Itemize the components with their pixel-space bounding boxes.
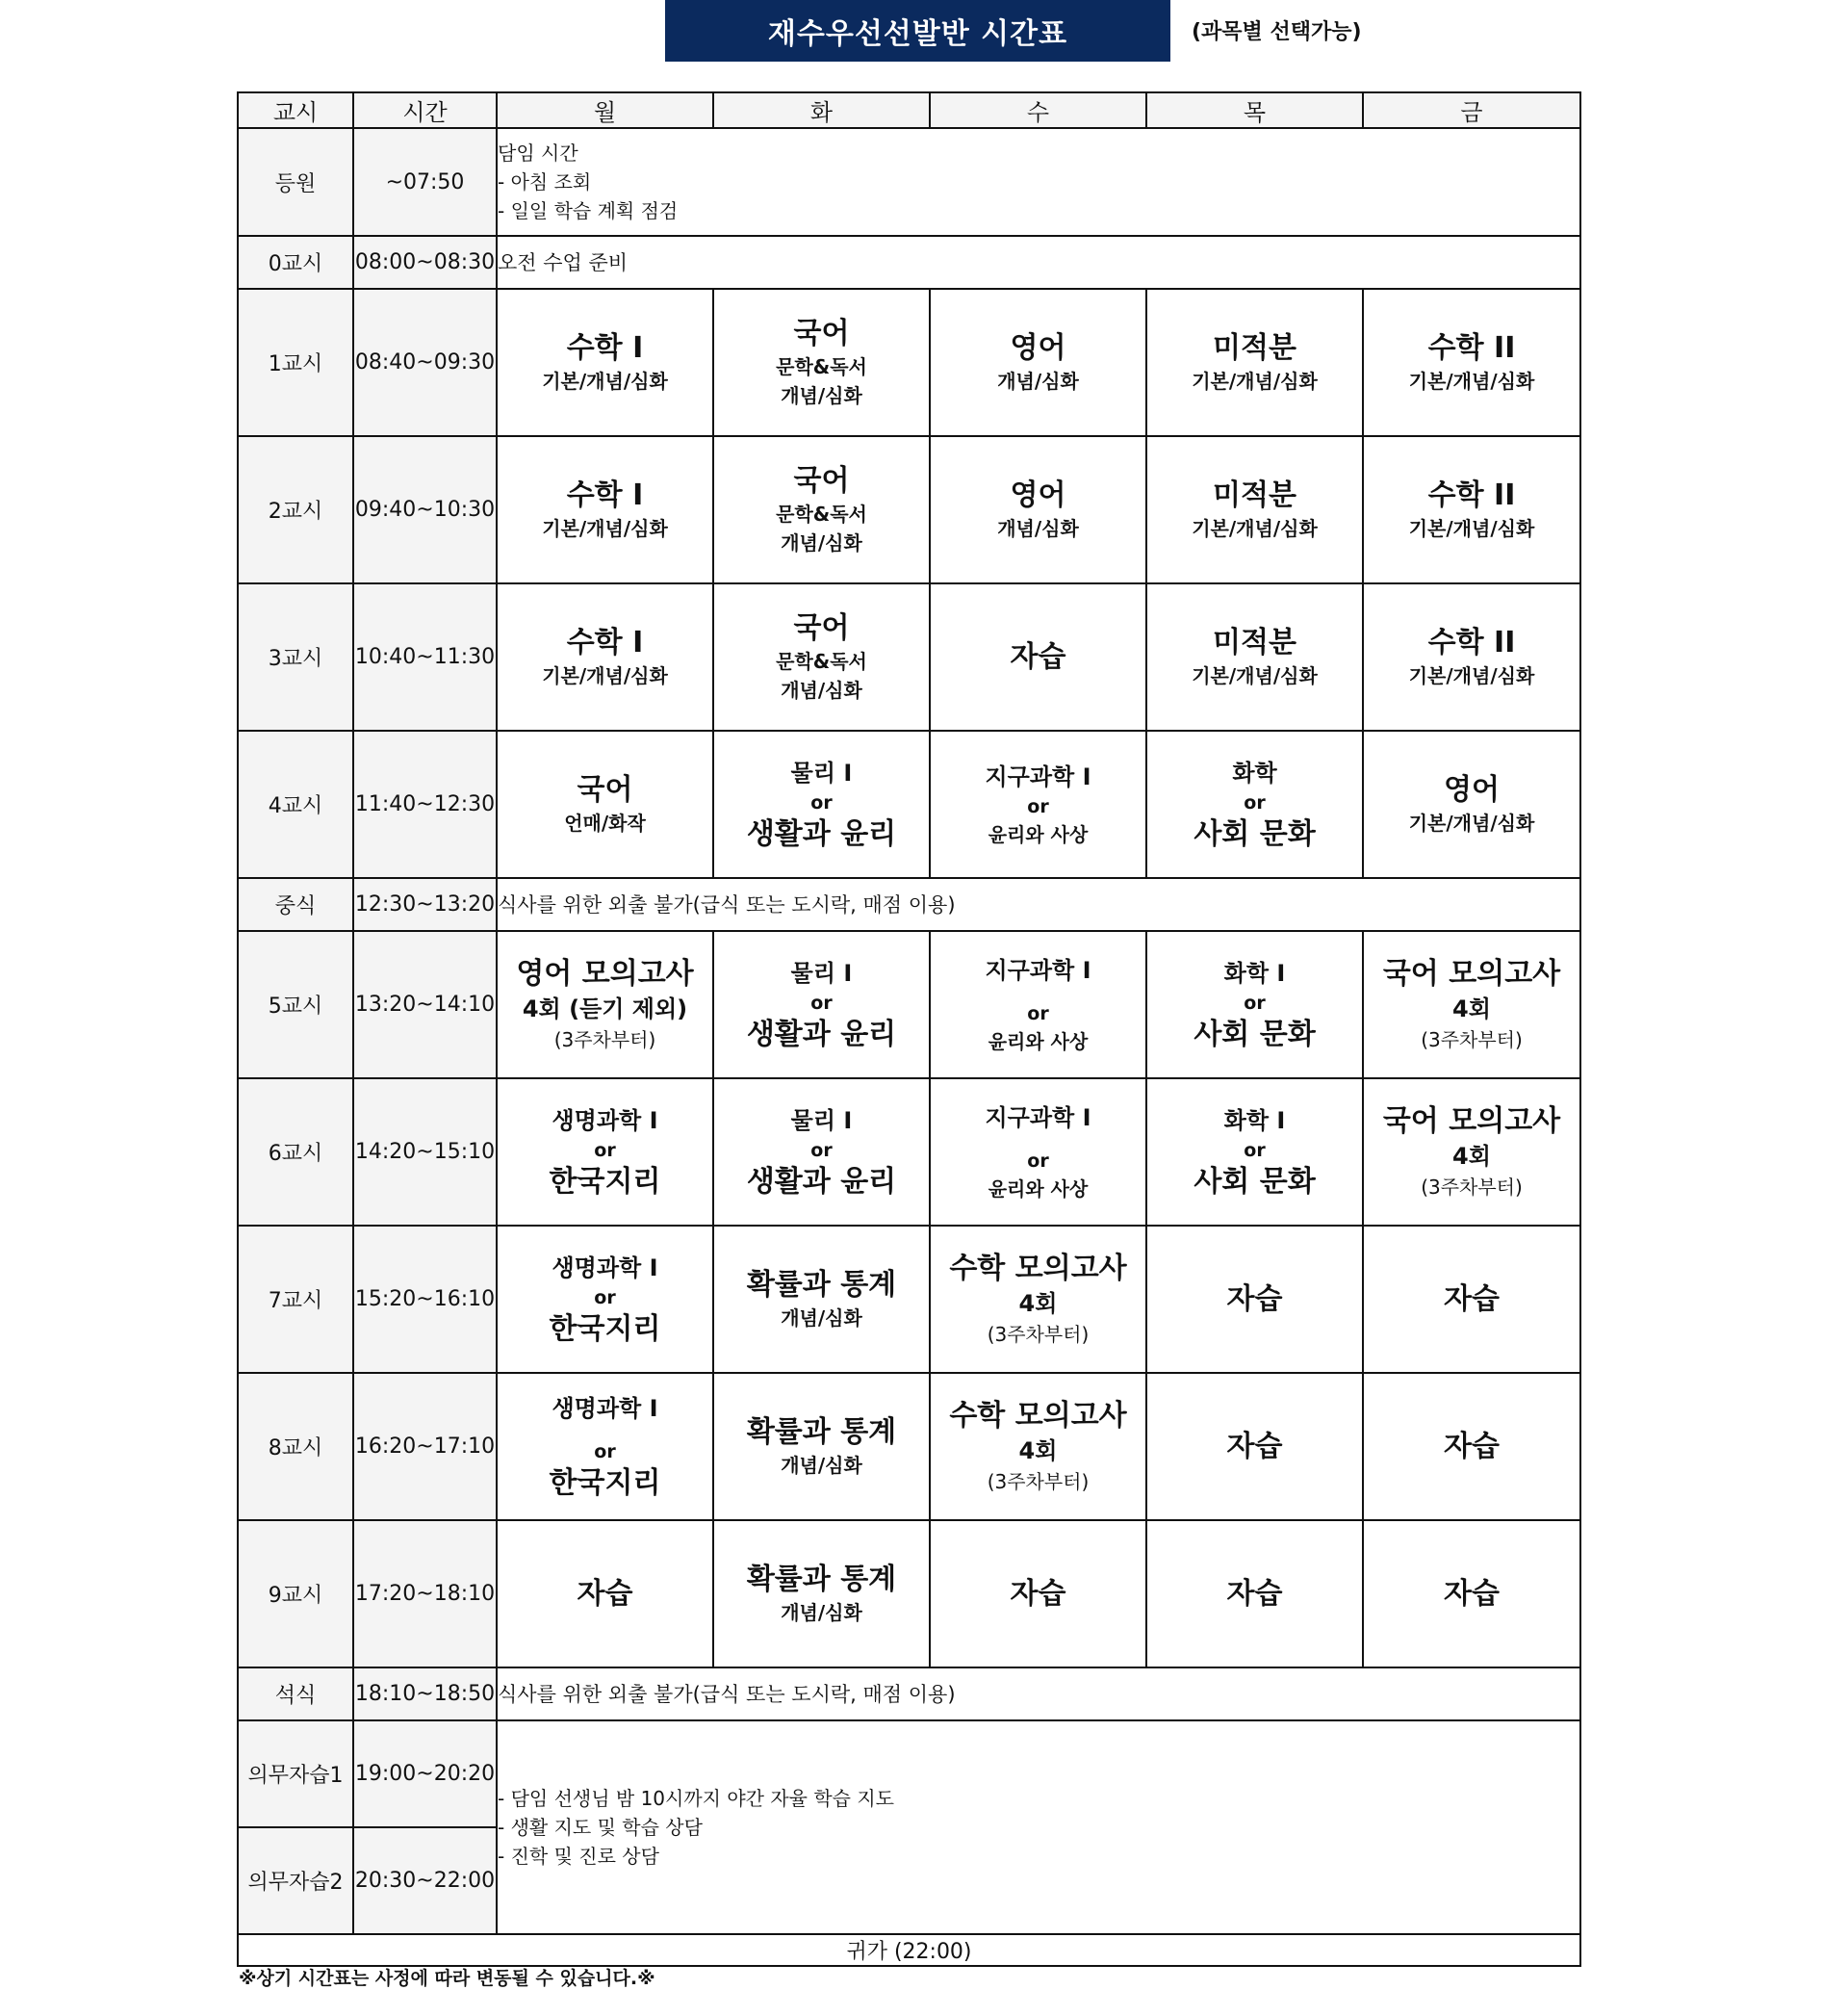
class-cell bbox=[930, 1078, 1146, 1226]
or-text: or bbox=[594, 1440, 616, 1462]
period-label: 의무자습1 bbox=[238, 1720, 353, 1827]
subject: 미적분 bbox=[1213, 478, 1296, 512]
row-period-4 bbox=[238, 731, 1580, 878]
subject: 물리 I bbox=[790, 759, 853, 787]
period-time: 18:10~18:50 bbox=[353, 1667, 497, 1720]
col-mon: 월 bbox=[497, 92, 713, 128]
subject: 영어 bbox=[1010, 330, 1066, 365]
subject: 지구과학 I bbox=[985, 956, 1091, 984]
col-fri: 금 bbox=[1363, 92, 1580, 128]
class-cell bbox=[1146, 931, 1363, 1078]
or-text: or bbox=[810, 791, 833, 814]
subject: 영어 모의고사 bbox=[516, 956, 694, 991]
exam-start: (3주차부터) bbox=[987, 1469, 1090, 1493]
subject: 물리 I bbox=[790, 959, 853, 987]
class-cell bbox=[713, 583, 930, 731]
period-time: 19:00~20:20 bbox=[353, 1720, 497, 1827]
class-cell bbox=[1363, 1226, 1580, 1373]
or-text: or bbox=[1027, 1150, 1049, 1172]
subject: 생명과학 I bbox=[552, 1394, 658, 1422]
class-cell bbox=[1146, 1520, 1363, 1667]
class-cell bbox=[713, 1078, 930, 1226]
subject: 수학 모의고사 bbox=[949, 1398, 1127, 1433]
level: 기본/개념/심화 bbox=[1408, 663, 1535, 687]
exam-start: (3주차부터) bbox=[987, 1322, 1090, 1346]
row-dinner bbox=[238, 1667, 1580, 1720]
period-time: 08:40~09:30 bbox=[353, 289, 497, 436]
subject: 미적분 bbox=[1213, 625, 1296, 659]
period-label: 석식 bbox=[238, 1667, 353, 1720]
period-label: 5교시 bbox=[238, 931, 353, 1078]
row-period-0 bbox=[238, 236, 1580, 289]
level: 기본/개념/심화 bbox=[1192, 663, 1318, 687]
subject-alt: 한국지리 bbox=[549, 1311, 661, 1346]
class-cell bbox=[1146, 1373, 1363, 1520]
class-cell bbox=[713, 931, 930, 1078]
subject-alt: 생활과 윤리 bbox=[746, 816, 897, 851]
subject: 국어 bbox=[793, 316, 850, 350]
arrival-notes bbox=[497, 128, 1580, 236]
disclaimer-note: ※상기 시간표는 사정에 따라 변동될 수 있습니다.※ bbox=[239, 1968, 655, 1989]
exam-start: (3주차부터) bbox=[1421, 1027, 1523, 1051]
subject: 확률과 통계 bbox=[746, 1562, 897, 1596]
exam-count: 4회 bbox=[1452, 995, 1491, 1022]
class-cell bbox=[713, 289, 930, 436]
class-cell bbox=[1363, 1520, 1580, 1667]
home-time: 귀가 (22:00) bbox=[238, 1934, 1580, 1966]
period-time: ~07:50 bbox=[353, 128, 497, 236]
class-cell bbox=[1363, 931, 1580, 1078]
class-cell bbox=[930, 931, 1146, 1078]
exam-start: (3주차부터) bbox=[553, 1027, 656, 1051]
dinner-text: 식사를 위한 외출 불가(급식 또는 도시락, 매점 이용) bbox=[497, 1667, 1580, 1720]
exam-count: 4회 (듣기 제외) bbox=[522, 995, 688, 1022]
period-time: 16:20~17:10 bbox=[353, 1373, 497, 1520]
class-cell bbox=[713, 1226, 930, 1373]
period-label: 6교시 bbox=[238, 1078, 353, 1226]
class-cell bbox=[1146, 583, 1363, 731]
class-cell bbox=[1363, 1373, 1580, 1520]
exam-start: (3주차부터) bbox=[1421, 1175, 1523, 1199]
subject: 수학 II bbox=[1427, 625, 1516, 659]
level: 기본/개념/심화 bbox=[542, 369, 668, 393]
subject: 국어 bbox=[577, 772, 633, 807]
period-label: 9교시 bbox=[238, 1520, 353, 1667]
level: 기본/개념/심화 bbox=[1408, 369, 1535, 393]
class-cell bbox=[930, 1226, 1146, 1373]
row-home bbox=[238, 1934, 1580, 1966]
period-label: 0교시 bbox=[238, 236, 353, 289]
period-time: 13:20~14:10 bbox=[353, 931, 497, 1078]
level: 개념/심화 bbox=[781, 530, 862, 555]
arrival-line: 담임 시간 bbox=[498, 142, 578, 165]
exam-count: 4회 bbox=[1018, 1289, 1058, 1317]
level: 개념/심화 bbox=[781, 1453, 862, 1477]
subject: 생명과학 I bbox=[552, 1106, 658, 1134]
subject-alt: 사회 문화 bbox=[1194, 1017, 1316, 1051]
row-period-2 bbox=[238, 436, 1580, 583]
period-time: 12:30~13:20 bbox=[353, 878, 497, 931]
class-cell bbox=[713, 436, 930, 583]
class-cell bbox=[930, 1520, 1146, 1667]
period-label: 의무자습2 bbox=[238, 1827, 353, 1934]
study-line: - 담임 선생님 밤 10시까지 야간 자율 학습 지도 bbox=[498, 1787, 894, 1810]
exam-count: 4회 bbox=[1452, 1142, 1491, 1170]
subject: 자습 bbox=[1010, 1576, 1066, 1611]
subject-alt: 윤리와 사상 bbox=[988, 1176, 1089, 1201]
subject-alt: 한국지리 bbox=[549, 1164, 661, 1199]
subject: 물리 I bbox=[790, 1106, 853, 1134]
class-cell bbox=[497, 436, 713, 583]
subject: 수학 I bbox=[566, 330, 644, 365]
page-subtitle: (과목별 선택가능) bbox=[1192, 20, 1362, 44]
class-cell bbox=[497, 1078, 713, 1226]
level: 기본/개념/심화 bbox=[1408, 516, 1535, 540]
level: 기본/개념/심화 bbox=[542, 516, 668, 540]
row-period-9 bbox=[238, 1520, 1580, 1667]
class-cell bbox=[930, 436, 1146, 583]
subject-alt: 윤리와 사상 bbox=[988, 822, 1089, 846]
class-cell bbox=[713, 1373, 930, 1520]
timetable bbox=[237, 91, 1581, 1967]
level: 개념/심화 bbox=[781, 1305, 862, 1330]
col-wed: 수 bbox=[930, 92, 1146, 128]
level: 기본/개념/심화 bbox=[1192, 516, 1318, 540]
subject-alt: 생활과 윤리 bbox=[746, 1017, 897, 1051]
class-cell bbox=[1363, 731, 1580, 878]
subject: 수학 모의고사 bbox=[949, 1251, 1127, 1285]
row-period-6 bbox=[238, 1078, 1580, 1226]
class-cell bbox=[497, 1226, 713, 1373]
subject: 화학 I bbox=[1223, 959, 1286, 987]
row-period-7 bbox=[238, 1226, 1580, 1373]
subject: 국어 모의고사 bbox=[1382, 956, 1561, 991]
period-label: 1교시 bbox=[238, 289, 353, 436]
class-cell bbox=[713, 1520, 930, 1667]
subject: 자습 bbox=[1226, 1429, 1283, 1463]
subject: 자습 bbox=[577, 1576, 633, 1611]
period-label: 중식 bbox=[238, 878, 353, 931]
class-cell bbox=[497, 289, 713, 436]
class-cell bbox=[497, 583, 713, 731]
subject: 자습 bbox=[1226, 1281, 1283, 1316]
page-title bbox=[665, 0, 1170, 62]
subject: 확률과 통계 bbox=[746, 1414, 897, 1449]
subject: 미적분 bbox=[1213, 330, 1296, 365]
subject-alt: 생활과 윤리 bbox=[746, 1164, 897, 1199]
exam-count: 4회 bbox=[1018, 1436, 1058, 1464]
row-period-5 bbox=[238, 931, 1580, 1078]
period-label: 7교시 bbox=[238, 1226, 353, 1373]
class-cell bbox=[930, 583, 1146, 731]
subject: 자습 bbox=[1010, 639, 1066, 674]
period-time: 08:00~08:30 bbox=[353, 236, 497, 289]
subject: 화학 I bbox=[1223, 1106, 1286, 1134]
topic: 문학&독서 bbox=[776, 354, 867, 378]
subject-alt: 사회 문화 bbox=[1194, 1164, 1316, 1199]
period-time: 17:20~18:10 bbox=[353, 1520, 497, 1667]
period-label: 4교시 bbox=[238, 731, 353, 878]
period-label: 2교시 bbox=[238, 436, 353, 583]
period-time: 11:40~12:30 bbox=[353, 731, 497, 878]
row-arrival bbox=[238, 128, 1580, 236]
level: 개념/심화 bbox=[781, 383, 862, 407]
col-thu: 목 bbox=[1146, 92, 1363, 128]
subject: 국어 bbox=[793, 463, 850, 498]
period-time: 15:20~16:10 bbox=[353, 1226, 497, 1373]
period-time: 09:40~10:30 bbox=[353, 436, 497, 583]
or-text: or bbox=[810, 1139, 833, 1161]
or-text: or bbox=[1027, 1002, 1049, 1024]
topic: 문학&독서 bbox=[776, 502, 867, 526]
period-time: 10:40~11:30 bbox=[353, 583, 497, 731]
or-text: or bbox=[1244, 791, 1266, 814]
subject-alt: 한국지리 bbox=[549, 1465, 661, 1500]
level: 기본/개념/심화 bbox=[542, 663, 668, 687]
or-text: or bbox=[810, 992, 833, 1014]
period-label: 등원 bbox=[238, 128, 353, 236]
subject-alt: 사회 문화 bbox=[1194, 816, 1316, 851]
subject: 영어 bbox=[1010, 478, 1066, 512]
study-line: - 생활 지도 및 학습 상담 bbox=[498, 1816, 703, 1839]
study-notes bbox=[497, 1720, 1580, 1934]
class-cell bbox=[497, 931, 713, 1078]
class-cell bbox=[1146, 1078, 1363, 1226]
level: 개념/심화 bbox=[781, 1600, 862, 1624]
level: 개념/심화 bbox=[997, 516, 1079, 540]
or-text: or bbox=[1244, 1139, 1266, 1161]
class-cell bbox=[1363, 289, 1580, 436]
class-cell bbox=[1146, 289, 1363, 436]
row-study-1 bbox=[238, 1720, 1580, 1827]
subject: 화학 bbox=[1232, 759, 1277, 787]
subject: 생명과학 I bbox=[552, 1253, 658, 1281]
period-time: 14:20~15:10 bbox=[353, 1078, 497, 1226]
class-cell bbox=[1146, 1226, 1363, 1373]
or-text: or bbox=[1027, 795, 1049, 817]
class-cell bbox=[497, 1373, 713, 1520]
arrival-line: - 아침 조회 bbox=[498, 170, 592, 194]
period-0-text: 오전 수업 준비 bbox=[497, 236, 1580, 289]
col-tue: 화 bbox=[713, 92, 930, 128]
period-time: 20:30~22:00 bbox=[353, 1827, 497, 1934]
subject: 국어 bbox=[793, 610, 850, 645]
class-cell bbox=[1146, 436, 1363, 583]
subject: 수학 II bbox=[1427, 478, 1516, 512]
class-cell bbox=[1146, 731, 1363, 878]
col-period: 교시 bbox=[238, 92, 353, 128]
level: 기본/개념/심화 bbox=[1192, 369, 1318, 393]
class-cell bbox=[497, 1520, 713, 1667]
row-period-3 bbox=[238, 583, 1580, 731]
subject: 수학 I bbox=[566, 478, 644, 512]
class-cell bbox=[930, 289, 1146, 436]
or-text: or bbox=[1244, 992, 1266, 1014]
subject: 확률과 통계 bbox=[746, 1267, 897, 1302]
or-text: or bbox=[594, 1286, 616, 1308]
subject: 자습 bbox=[1444, 1429, 1500, 1463]
subject-alt: 윤리와 사상 bbox=[988, 1029, 1089, 1053]
study-line: - 진학 및 진로 상담 bbox=[498, 1845, 659, 1868]
class-cell bbox=[930, 731, 1146, 878]
level: 언매/화작 bbox=[564, 811, 646, 835]
level: 개념/심화 bbox=[781, 678, 862, 702]
period-label: 8교시 bbox=[238, 1373, 353, 1520]
row-period-8 bbox=[238, 1373, 1580, 1520]
class-cell bbox=[1363, 1078, 1580, 1226]
subject: 지구과학 I bbox=[985, 1103, 1091, 1131]
subject: 자습 bbox=[1226, 1576, 1283, 1611]
subject: 영어 bbox=[1444, 772, 1500, 807]
level: 기본/개념/심화 bbox=[1408, 811, 1535, 835]
class-cell bbox=[713, 731, 930, 878]
subject: 수학 II bbox=[1427, 330, 1516, 365]
subject: 자습 bbox=[1444, 1576, 1500, 1611]
class-cell bbox=[1363, 583, 1580, 731]
subject: 국어 모의고사 bbox=[1382, 1103, 1561, 1138]
lunch-text: 식사를 위한 외출 불가(급식 또는 도시락, 매점 이용) bbox=[497, 878, 1580, 931]
class-cell bbox=[497, 731, 713, 878]
header-row bbox=[238, 92, 1580, 128]
col-time: 시간 bbox=[353, 92, 497, 128]
class-cell bbox=[1363, 436, 1580, 583]
arrival-line: - 일일 학습 계획 점검 bbox=[498, 199, 679, 222]
subject: 지구과학 I bbox=[985, 762, 1091, 790]
level: 개념/심화 bbox=[997, 369, 1079, 393]
topic: 문학&독서 bbox=[776, 649, 867, 673]
period-label: 3교시 bbox=[238, 583, 353, 731]
subject: 수학 I bbox=[566, 625, 644, 659]
page-title-text: 재수우선선발반 시간표 bbox=[767, 17, 1068, 51]
row-lunch bbox=[238, 878, 1580, 931]
row-period-1 bbox=[238, 289, 1580, 436]
class-cell bbox=[930, 1373, 1146, 1520]
or-text: or bbox=[594, 1139, 616, 1161]
subject: 자습 bbox=[1444, 1281, 1500, 1316]
